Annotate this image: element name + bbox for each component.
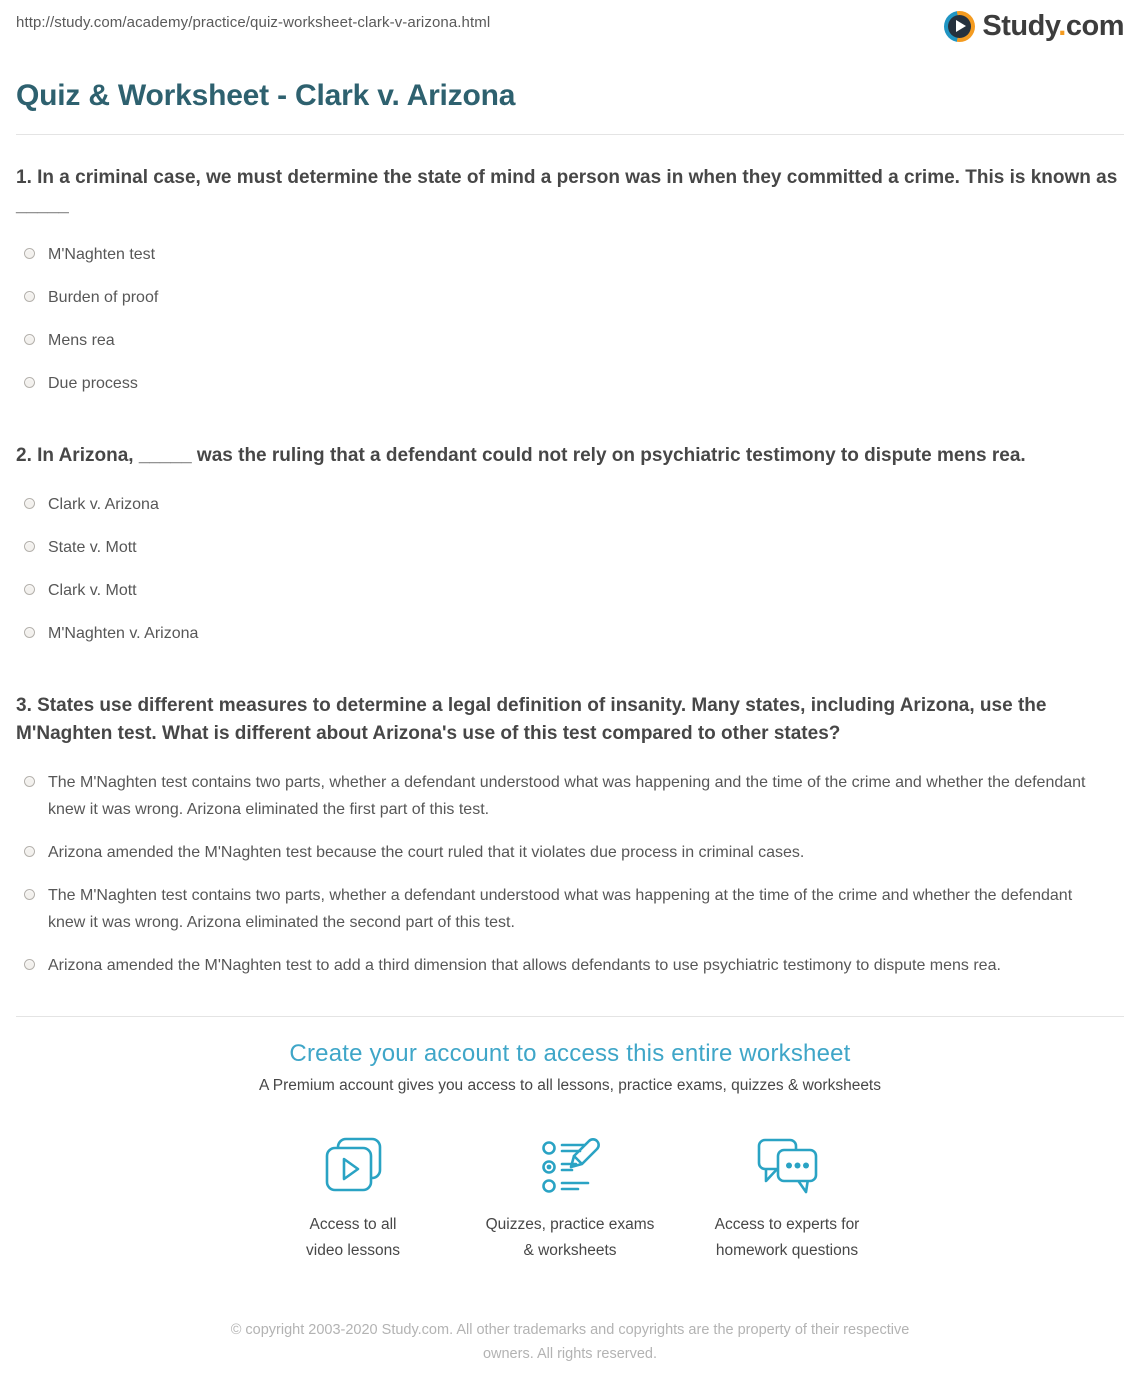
answer-option-label[interactable]: Arizona amended the M'Naghten test to add a third dimension that allows defendants to use psychiatric testimony to dispute mens rea. xyxy=(48,957,1001,974)
question-3 xyxy=(16,692,1124,987)
answer-option-label[interactable]: Arizona amended the M'Naghten test because the court ruled that it violates due process in criminal cases. xyxy=(48,844,805,861)
answer-option-label[interactable]: Due process xyxy=(48,375,138,392)
answer-option-label[interactable]: Burden of proof xyxy=(48,289,159,306)
video-lessons-icon xyxy=(321,1135,385,1199)
question-1-text: 1. In a criminal case, we must determine the state of mind a person was in when they committed a crime. This is known as _____ xyxy=(16,167,1118,216)
answer-option[interactable] xyxy=(16,276,1124,319)
answer-option[interactable] xyxy=(16,831,1124,874)
answer-option-label[interactable]: The M'Naghten test contains two parts, whether a defendant understood what was happening and the time of the crime and whether the defendant knew it was wrong. Arizona eliminated the first part of this test. xyxy=(48,774,1086,818)
radio-button[interactable] xyxy=(24,334,35,345)
page-header xyxy=(16,0,1124,43)
question-2-options xyxy=(16,483,1124,655)
feature-homework-experts xyxy=(679,1135,896,1264)
feature-video-lessons xyxy=(245,1135,462,1264)
copyright-text: © copyright 2003-2020 Study.com. All other trademarks and copyrights are the property of their respective owners. All rights reserved. xyxy=(230,1322,910,1362)
feature-quizzes-worksheets xyxy=(462,1135,679,1264)
question-1 xyxy=(16,164,1124,405)
answer-option[interactable] xyxy=(16,362,1124,405)
answer-option[interactable] xyxy=(16,526,1124,569)
radio-button[interactable] xyxy=(24,377,35,388)
feature-label xyxy=(715,1212,860,1264)
cta-headline: Create your account to access this entire worksheet xyxy=(289,1040,851,1067)
answer-option[interactable] xyxy=(16,319,1124,362)
question-3-options xyxy=(16,761,1124,987)
feature-label-line: video lessons xyxy=(306,1242,400,1259)
answer-option-label[interactable]: Clark v. Arizona xyxy=(48,496,159,513)
logo-word-study: Study xyxy=(982,10,1059,42)
feature-label-line: Access to experts for xyxy=(714,1216,860,1233)
page-title: Quiz & Worksheet - Clark v. Arizona xyxy=(16,79,516,112)
studycom-logo-text xyxy=(982,10,1124,43)
answer-option[interactable] xyxy=(16,569,1124,612)
quizzes-worksheets-icon xyxy=(538,1135,602,1199)
answer-option[interactable] xyxy=(16,612,1124,655)
answer-option[interactable] xyxy=(16,233,1124,276)
radio-button[interactable] xyxy=(24,291,35,302)
radio-button[interactable] xyxy=(24,889,35,900)
studycom-logo[interactable] xyxy=(944,10,1124,43)
radio-button[interactable] xyxy=(24,584,35,595)
radio-button[interactable] xyxy=(24,959,35,970)
radio-button[interactable] xyxy=(24,498,35,509)
feature-label xyxy=(486,1212,655,1264)
radio-button[interactable] xyxy=(24,541,35,552)
page-url: http://study.com/academy/practice/quiz-worksheet-clark-v-arizona.html xyxy=(16,14,491,31)
answer-option[interactable] xyxy=(16,874,1124,944)
answer-option-label[interactable]: State v. Mott xyxy=(48,539,137,556)
answer-option-label[interactable]: The M'Naghten test contains two parts, whether a defendant understood what was happening at the time of the crime and whether the defendant knew it was wrong. Arizona eliminated the second part of this test. xyxy=(48,887,1073,931)
answer-option[interactable] xyxy=(16,761,1124,831)
radio-button[interactable] xyxy=(24,248,35,259)
feature-label-line: homework questions xyxy=(715,1242,859,1259)
feature-label xyxy=(306,1212,400,1264)
feature-row xyxy=(16,1135,1124,1264)
answer-option-label[interactable]: M'Naghten v. Arizona xyxy=(48,625,199,642)
feature-label-line: Access to all xyxy=(309,1216,397,1233)
logo-word-com: com xyxy=(1065,10,1124,42)
question-3-text: 3. States use different measures to determine a legal definition of insanity. Many states, including Arizona, use the M'Naghten test. What is different about Arizona's use of this test compared to other states? xyxy=(16,695,1047,744)
feature-label-line: Quizzes, practice exams xyxy=(485,1216,655,1233)
signup-footer xyxy=(16,1040,1124,1366)
feature-label-line: & worksheets xyxy=(523,1242,617,1259)
answer-option[interactable] xyxy=(16,483,1124,526)
cta-subtitle: A Premium account gives you access to all lessons, practice exams, quizzes & worksheets xyxy=(259,1077,881,1094)
radio-button[interactable] xyxy=(24,776,35,787)
radio-button[interactable] xyxy=(24,627,35,638)
studycom-play-icon xyxy=(944,11,975,42)
question-2 xyxy=(16,442,1124,655)
title-divider xyxy=(16,134,1124,135)
answer-option-label[interactable]: M'Naghten test xyxy=(48,246,156,263)
question-2-text: 2. In Arizona, _____ was the ruling that a defendant could not rely on psychiatric testimony to dispute mens rea. xyxy=(16,445,1026,466)
question-1-options xyxy=(16,233,1124,405)
logo-dot: . xyxy=(1058,10,1066,42)
radio-button[interactable] xyxy=(24,846,35,857)
footer-divider xyxy=(16,1016,1124,1017)
chat-experts-icon xyxy=(755,1135,819,1199)
answer-option-label[interactable]: Clark v. Mott xyxy=(48,582,137,599)
answer-option[interactable] xyxy=(16,944,1124,987)
answer-option-label[interactable]: Mens rea xyxy=(48,332,115,349)
